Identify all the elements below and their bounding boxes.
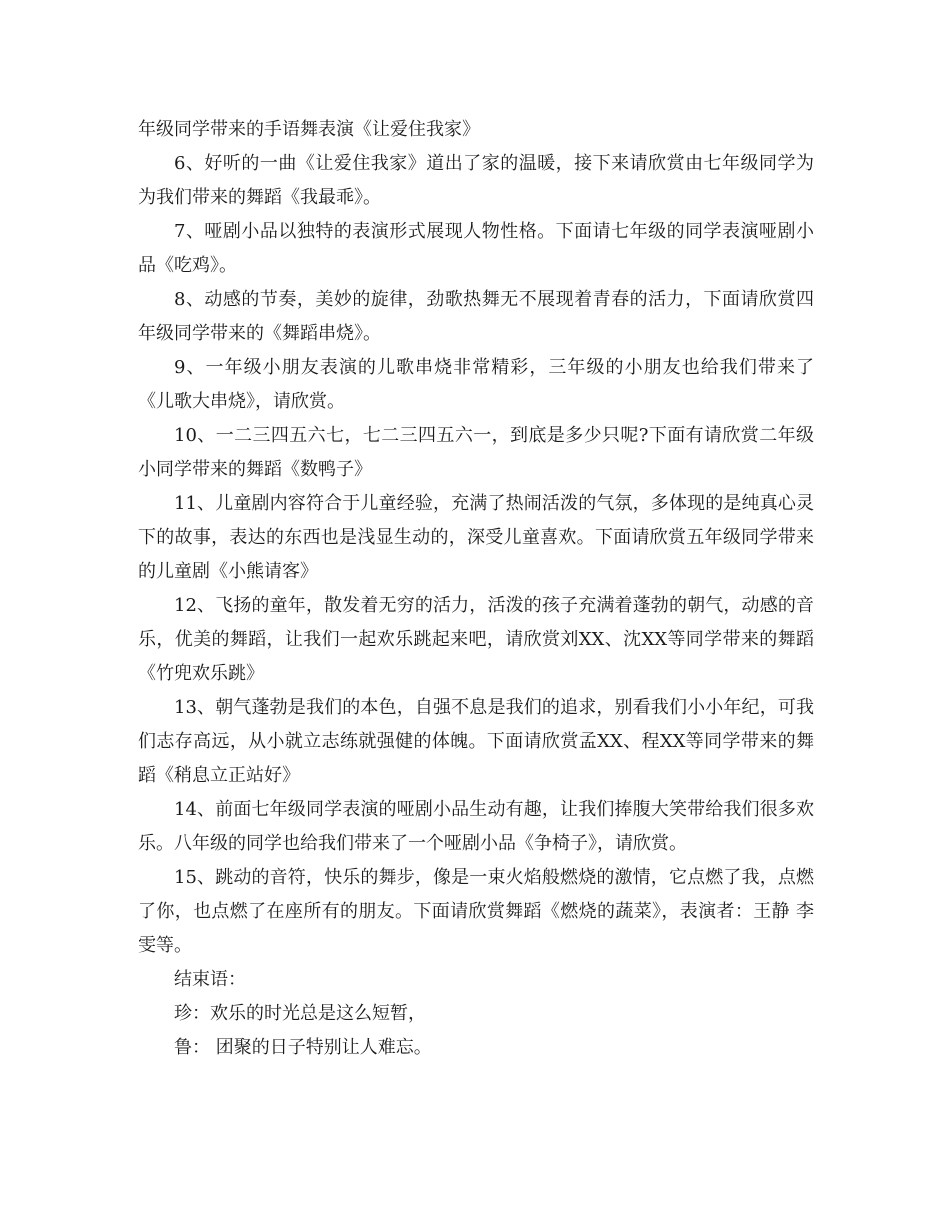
- paragraph-item-14: 14、前面七年级同学表演的哑剧小品生动有趣，让我们捧腹大笑带给我们很多欢乐。八年级的同学也给我们带来了一个哑剧小品《争椅子》，请欣赏。: [138, 799, 814, 854]
- paragraph-item-8: 8、动感的节奏，美妙的旋律，劲歌热舞无不展现着青春的活力，下面请欣赏四年级同学带来的《舞蹈串烧》。: [138, 289, 814, 344]
- paragraph-item-11: 11、儿童剧内容符合于儿童经验，充满了热闹活泼的气氛，多体现的是纯真心灵下的故事，表达的东西也是浅显生动的，深受儿童喜欢。下面请欣赏五年级同学带来的儿童剧《小熊请客》: [138, 493, 814, 582]
- paragraph-item-15: 15、跳动的音符，快乐的舞步，像是一束火焰般燃烧的激情，它点燃了我，点燃了你，也点燃了在座所有的朋友。下面请欣赏舞蹈《燃烧的蔬菜》，表演者：王静 李雯等。: [138, 867, 814, 956]
- paragraph-item-12: 12、飞扬的童年，散发着无穷的活力，活泼的孩子充满着蓬勃的朝气，动感的音乐，优美的舞蹈，让我们一起欢乐跳起来吧，请欣赏刘XX、沈XX等同学带来的舞蹈《竹兜欢乐跳》: [138, 595, 814, 684]
- paragraph-item-9: 9、一年级小朋友表演的儿歌串烧非常精彩，三年级的小朋友也给我们带来了《儿歌大串烧》，请欣赏。: [138, 357, 814, 412]
- closing-line-zhen: 珍：欢乐的时光总是这么短暂，: [174, 1003, 426, 1024]
- paragraph-item-10: 10、一二三四五六七，七二三四五六一，到底是多少只呢?下面有请欣赏二年级小同学带来的舞蹈《数鸭子》: [138, 425, 814, 480]
- document-body: [138, 113, 814, 1065]
- closing-line-lu: 鲁： 团聚的日子特别让人难忘。: [174, 1037, 432, 1058]
- paragraph-item-6: 6、好听的一曲《让爱住我家》道出了家的温暖，接下来请欣赏由七年级同学为为我们带来的舞蹈《我最乖》。: [138, 153, 814, 208]
- paragraph-item-13: 13、朝气蓬勃是我们的本色，自强不息是我们的追求，别看我们小小年纪，可我们志存高远，从小就立志练就强健的体魄。下面请欣赏孟XX、程XX等同学带来的舞蹈《稍息立正站好》: [138, 697, 814, 786]
- paragraph-item-7: 7、哑剧小品以独特的表演形式展现人物性格。下面请七年级的同学表演哑剧小品《吃鸡》。: [138, 221, 814, 276]
- paragraph-continuation: 年级同学带来的手语舞表演《让爱住我家》: [138, 119, 480, 140]
- closing-heading: 结束语：: [174, 969, 246, 990]
